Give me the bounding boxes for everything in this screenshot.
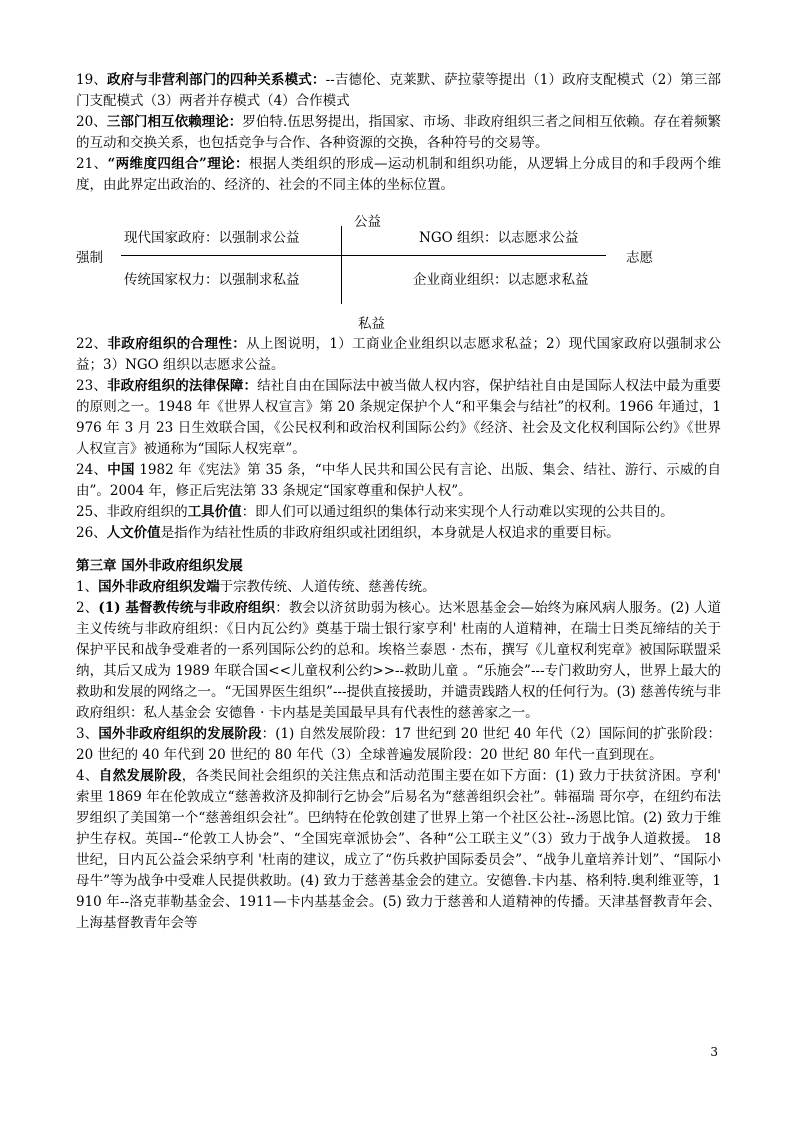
quadrant-top-right: NGO 组织：以志愿求公益 <box>419 230 579 246</box>
vertical-axis <box>341 226 342 304</box>
paragraphs-mid <box>76 334 721 544</box>
axis-left-label: 强制 <box>76 250 103 266</box>
axis-right-label: 志愿 <box>626 250 653 266</box>
paragraphs-top <box>76 70 721 196</box>
paragraph-20: 20、三部门相互依赖理论：罗伯特.伍思努提出，指国家、市场、非政府组织三者之间相互依赖。存在着频繁的互动和交换关系，也包括竞争与合作、各种资源的交换，各种符号的交易等。 <box>76 114 722 151</box>
paragraph-21: 21、“两维度四组合”理论：根据人类组织的形成—运动机制和组织功能，从逻辑上分成目的和手段两个维度，由此界定出政治的、经济的、社会的不同主体的坐标位置。 <box>76 156 722 193</box>
paragraph-23: 23、非政府组织的法律保障：结社自由在国际法中被当做人权内容，保护结社自由是国际人权法中最为重要的原则之一。1948 年《世界人权宣言》第 20 条规定保护个人“和平集会与结社”的权利。1966 年通过，1976 年 3 月 23 日生效联合国，《公民权利和政治权利国际公约》《经济、社会及文化权利国际公约》《世界人权宣言》被通称为“国际人权宪章”。 <box>76 378 722 457</box>
paragraph-ch3-4: 4、自然发展阶段，各类民间社会组织的关注焦点和活动范围主要在如下方面：(1) 致力于扶贫济困。亨利' 索里 1869 年在伦敦成立“慈善救济及抑制行乞协会”后易名为“慈善组织会社”。韩福瑞 哥尔亭，在纽约布法罗组织了美国第一个“慈善组织会社”。巴纳特在伦敦创建了世界上第一个社区公社--汤恩比馆。(2) 致力于维护生存权。英国--“伦敦工人协会”、“全国宪章派协会”、各种“公工联主义”（3）致力于战争人道救援。 18 世纪，日内瓦公益会采纳亨利 '杜南的建议，成立了“伤兵救护国际委员会”、“战争儿童培养计划”、“国际小母牛”等为战争中受难人民提供救助。(4) 致力于慈善基金会的建立。安德鲁.卡内基、格利特.奥利维亚等，1910 年--洛克菲勒基金会、1911—卡内基基金会。(5) 致力于慈善和人道精神的传播。天津基督教青年会、上海基督教青年会等 <box>76 768 722 931</box>
paragraph-24: 24、中国 1982 年《宪法》第 35 条，“中华人民共和国公民有言论、出版、集会、结社、游行、示威的自由”。2004 年，修正后宪法第 33 条规定“国家尊重和保护人权”。 <box>76 462 721 499</box>
paragraph-ch3-1: 1、国外非政府组织发端于宗教传统、人道传统、慈善传统。 <box>76 579 436 595</box>
document-page <box>76 70 721 934</box>
paragraph-26: 26、人文价值是指作为结社性质的非政府组织或社团组织，本身就是人权追求的重要目标。 <box>76 525 620 541</box>
quadrant-bottom-left: 传统国家权力：以强制求私益 <box>124 272 300 288</box>
paragraphs-chapter-3 <box>76 577 721 934</box>
chapter-title: 第三章 国外非政府组织发展 <box>76 558 243 574</box>
quadrant-diagram <box>76 210 721 330</box>
paragraph-ch3-3: 3、国外非政府组织的发展阶段：(1) 自然发展阶段：17 世纪到 20 世纪 40 年代（2）国际间的扩张阶段：20 世纪的 40 年代到 20 世纪的 80 年代（3）全球普遍发展阶段：20 世纪 80 年代一直到现在。 <box>76 726 722 763</box>
paragraph-22: 22、非政府组织的合理性：从上图说明，1）工商业企业组织以志愿求私益；2）现代国家政府以强制求公益；3）NGO 组织以志愿求公益。 <box>76 336 721 373</box>
paragraph-ch3-2: 2、(1) 基督教传统与非政府组织：教会以济贫助弱为核心。达米恩基金会—始终为麻风病人服务。(2) 人道主义传统与非政府组织：《日内瓦公约》奠基于瑞士银行家亨利' 杜南的人道精神，在瑞士日类瓦缔结的关于保护平民和战争受难者的一系列国际公约的总和。埃格兰泰恩 · 杰布，撰写《儿童权利宪章》被国际联盟采纳，其后又成为 1989 年联合国<<儿童权利公约>>--救助儿童 。“乐施会”---专门救助穷人，世界上最大的救助和发展的网络之一。“无国界医生组织”---提供直接援助，并谴责践踏人权的任何行为。(3) 慈善传统与非政府组织：私人基金会 安德鲁 · 卡内基是美国最早具有代表性的慈善家之一。 <box>76 600 721 721</box>
axis-bottom-label: 私益 <box>358 316 385 332</box>
page-number: 3 <box>710 1045 718 1059</box>
horizontal-axis <box>121 255 606 256</box>
axis-top-label: 公益 <box>354 214 381 230</box>
quadrant-bottom-right: 企业商业组织：以志愿求私益 <box>413 272 589 288</box>
spacer <box>76 544 721 556</box>
paragraph-25: 25、非政府组织的工具价值：即人们可以通过组织的集体行动来实现个人行动难以实现的公共目的。 <box>76 504 674 520</box>
paragraph-19: 19、政府与非营利部门的四种关系模式：--吉德伦、克莱默、萨拉蒙等提出（1）政府支配模式（2）第三部门支配模式（3）两者并存模式（4）合作模式 <box>76 72 721 109</box>
quadrant-top-left: 现代国家政府：以强制求公益 <box>124 230 300 246</box>
